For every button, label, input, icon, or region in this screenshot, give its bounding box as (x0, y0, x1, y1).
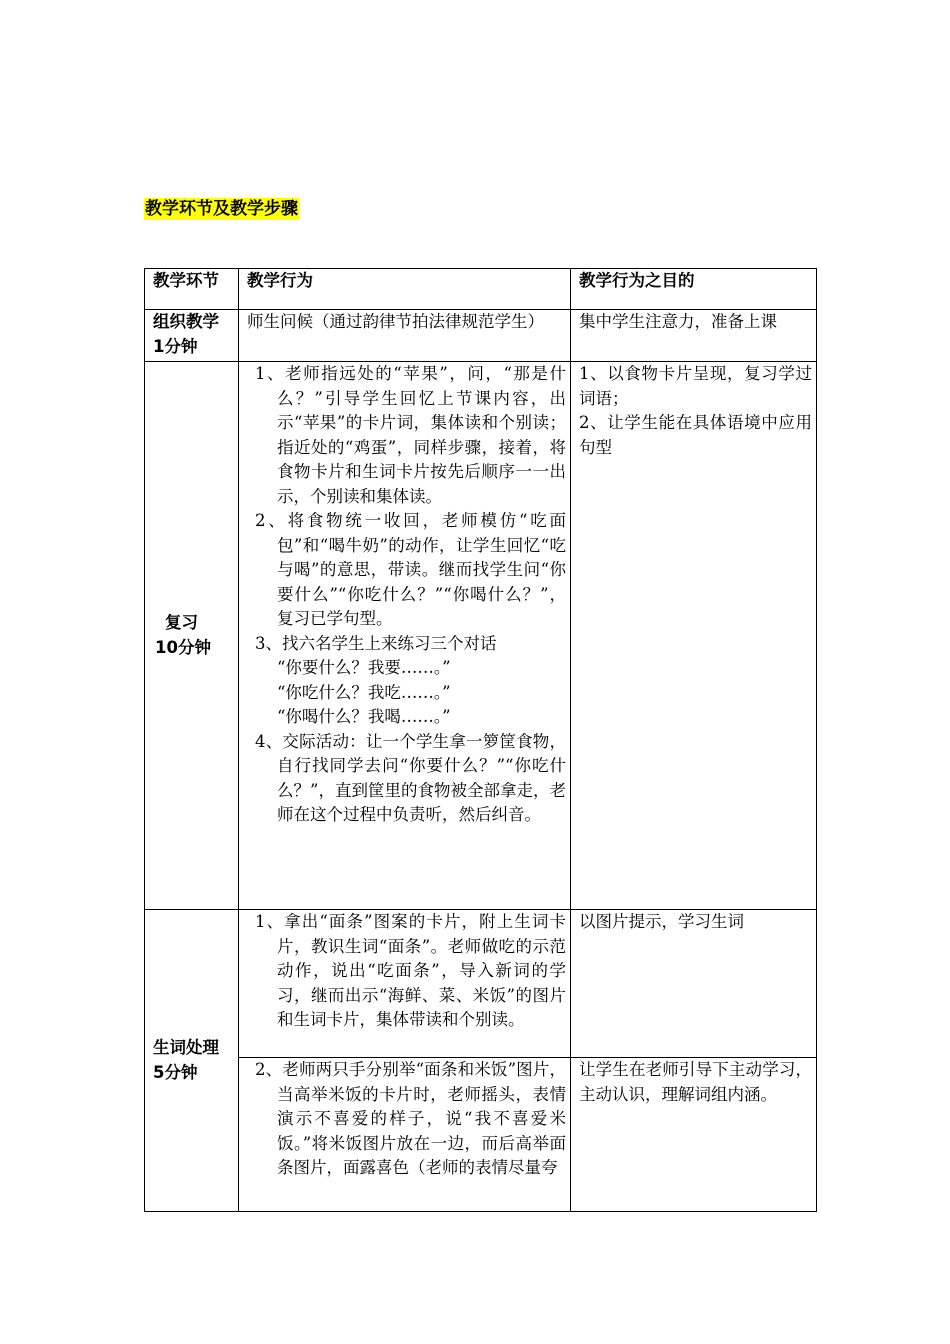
dialog-line: “你要什么？我要……。” (277, 658, 451, 677)
purpose-text: 2、让学生能在具体语境中应用句型 (579, 413, 812, 457)
list-item (247, 632, 566, 730)
behavior-cell (239, 910, 571, 1058)
table-row (145, 910, 817, 1058)
purpose-cell (571, 1058, 817, 1212)
list-item: 1、老师指远处的“苹果”，问，“那是什么？”引导学生回忆上节课内容，出示“苹果”的卡片词，集体读和个别读；指近处的“鸡蛋”，同样步骤，接着，将食物卡片和生词卡片按先后顺序一一出示，个别读和集体读。 (255, 364, 566, 506)
table-header-row (145, 269, 817, 310)
stage-duration: 1分钟 (153, 336, 198, 356)
table-row (145, 310, 817, 362)
stage-name: 复习 (165, 613, 198, 632)
purpose-cell (571, 362, 817, 910)
purpose-cell (571, 310, 817, 362)
step-list (247, 1058, 566, 1181)
purpose-text: 让学生在老师引导下主动学习，主动认识，理解词组内涵。 (579, 1060, 812, 1104)
purpose-text: 集中学生注意力，准备上课 (579, 312, 777, 331)
behavior-cell (239, 1058, 571, 1212)
list-item: 2、老师两只手分别举“面条和米饭”图片，当高举米饭的卡片时，老师摇头，表情演示不喜爱的样子，说“我不喜爱米饭。”将米饭图片放在一边，而后高举面条图片，面露喜色（老师的表情尽量夸 (255, 1060, 566, 1177)
list-item: 4、交际活动：让一个学生拿一箩筐食物，自行找同学去问“你要什么？”“你吃什么？”，直到筐里的食物被全部拿走，老师在这个过程中负责听，然后纠音。 (255, 731, 566, 824)
behavior-cell (239, 310, 571, 362)
stage-name: 生词处理 (153, 1038, 219, 1057)
table-row (145, 1058, 817, 1212)
header-behavior: 教学行为 (239, 269, 571, 310)
stage-name: 组织教学 (153, 312, 219, 331)
section-heading: 教学环节及教学步骤 (145, 199, 298, 219)
header-purpose: 教学行为之目的 (571, 269, 817, 310)
table-row (145, 362, 817, 910)
step-list (247, 910, 566, 1033)
purpose-text: 以图片提示，学习生词 (579, 912, 744, 931)
stage-cell (145, 910, 239, 1212)
purpose-text: 1、以食物卡片呈现，复习学过词语； (579, 364, 812, 408)
dialog-line: “你喝什么？我喝……。” (277, 707, 451, 726)
stage-duration: 5分钟 (153, 1062, 198, 1082)
behavior-text: 师生问候（通过韵律节拍法律规范学生） (247, 312, 544, 331)
behavior-clip (247, 1058, 566, 1208)
header-stage: 教学环节 (145, 269, 239, 310)
list-item: 2、将食物统一收回，老师模仿“吃面包”和“喝牛奶”的动作，让学生回忆“吃与喝”的意思，带读。继而找学生问“你要什么”“你吃什么？”“你喝什么？”，复习已学句型。 (255, 511, 566, 628)
dialog-line: “你吃什么？我吃……。” (277, 682, 451, 702)
list-item: 1、拿出“面条”图案的卡片，附上生词卡片，教识生词“面条”。老师做吃的示范动作，说出“吃面条”，导入新词的学习，继而出示“海鲜、菜、米饭”的图片和生词卡片，集体带读和个别读。 (255, 912, 566, 1029)
purpose-cell (571, 910, 817, 1058)
stage-cell (145, 310, 239, 362)
lesson-steps-table (144, 268, 817, 1212)
step-list (247, 362, 566, 828)
stage-cell (145, 362, 239, 910)
behavior-cell (239, 362, 571, 910)
step-text: 3、找六名学生上来练习三个对话 (255, 633, 497, 653)
stage-duration: 10分钟 (155, 637, 211, 657)
